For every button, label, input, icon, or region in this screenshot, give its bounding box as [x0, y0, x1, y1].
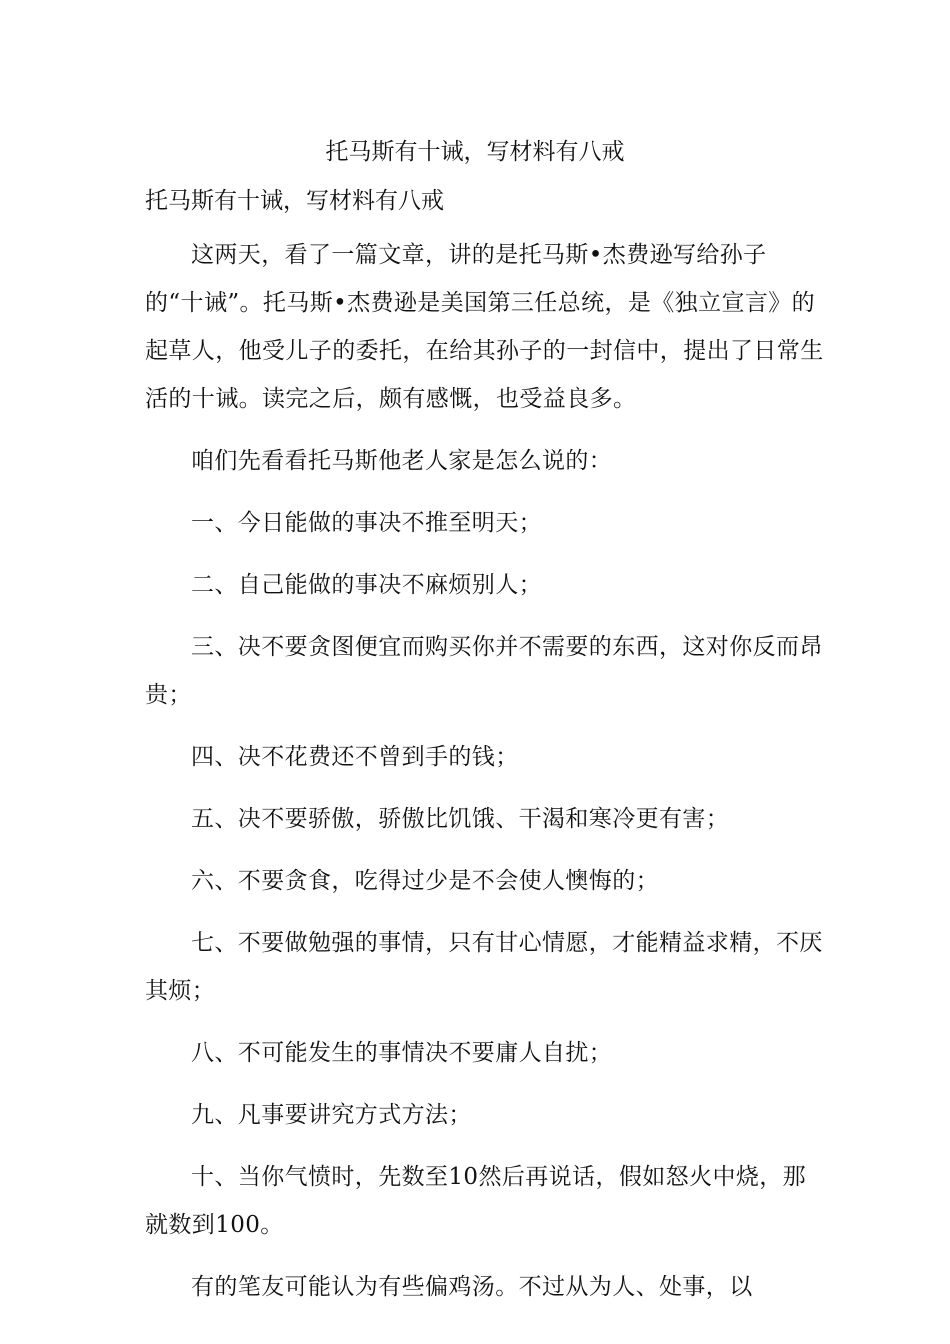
commandment-4: 四、决不花费还不曾到手的钱； [191, 744, 519, 770]
commandment-9: 九、凡事要讲究方式方法； [191, 1102, 472, 1128]
document-body [145, 231, 825, 1325]
paragraph-lead-in: 咱们先看看托马斯他老人家是怎么说的： [191, 448, 613, 474]
page-title: 托马斯有十诫，写材料有八戒 [325, 139, 625, 165]
document-subtitle: 托马斯有十诫，写材料有八戒 [145, 188, 444, 214]
paragraph-closing: 有的笔友可能认为有些偏鸡汤。不过从为人、处事，以 [191, 1274, 753, 1300]
commandment-1: 一、今日能做的事决不推至明天； [191, 510, 542, 536]
paragraph-intro: 这两天，看了一篇文章，讲的是托马斯•杰费逊写给孙子的“十诫”。托马斯•杰费逊是美国第三任总统，是《独立宣言》的起草人，他受儿子的委托，在给其孙子的一封信中，提出了日常生活的十诫。读完之后，颇有感慨，也受益良多。 [145, 242, 824, 412]
commandment-3: 三、决不要贪图便宜而购买你并不需要的东西，这对你反而昂贵； [145, 634, 823, 708]
commandment-10: 十、当你气愤时，先数至10然后再说话，假如怒火中烧，那就数到100。 [145, 1164, 807, 1238]
commandment-7: 七、不要做勉强的事情，只有甘心情愿，才能精益求精，不厌其烦； [145, 930, 823, 1004]
commandment-8: 八、不可能发生的事情决不要庸人自扰； [191, 1040, 613, 1066]
commandment-2: 二、自己能做的事决不麻烦别人； [191, 572, 542, 598]
commandment-6: 六、不要贪食，吃得过少是不会使人懊悔的； [191, 868, 659, 894]
commandment-5: 五、决不要骄傲，骄傲比饥饿、干渴和寒冷更有害； [191, 806, 730, 832]
